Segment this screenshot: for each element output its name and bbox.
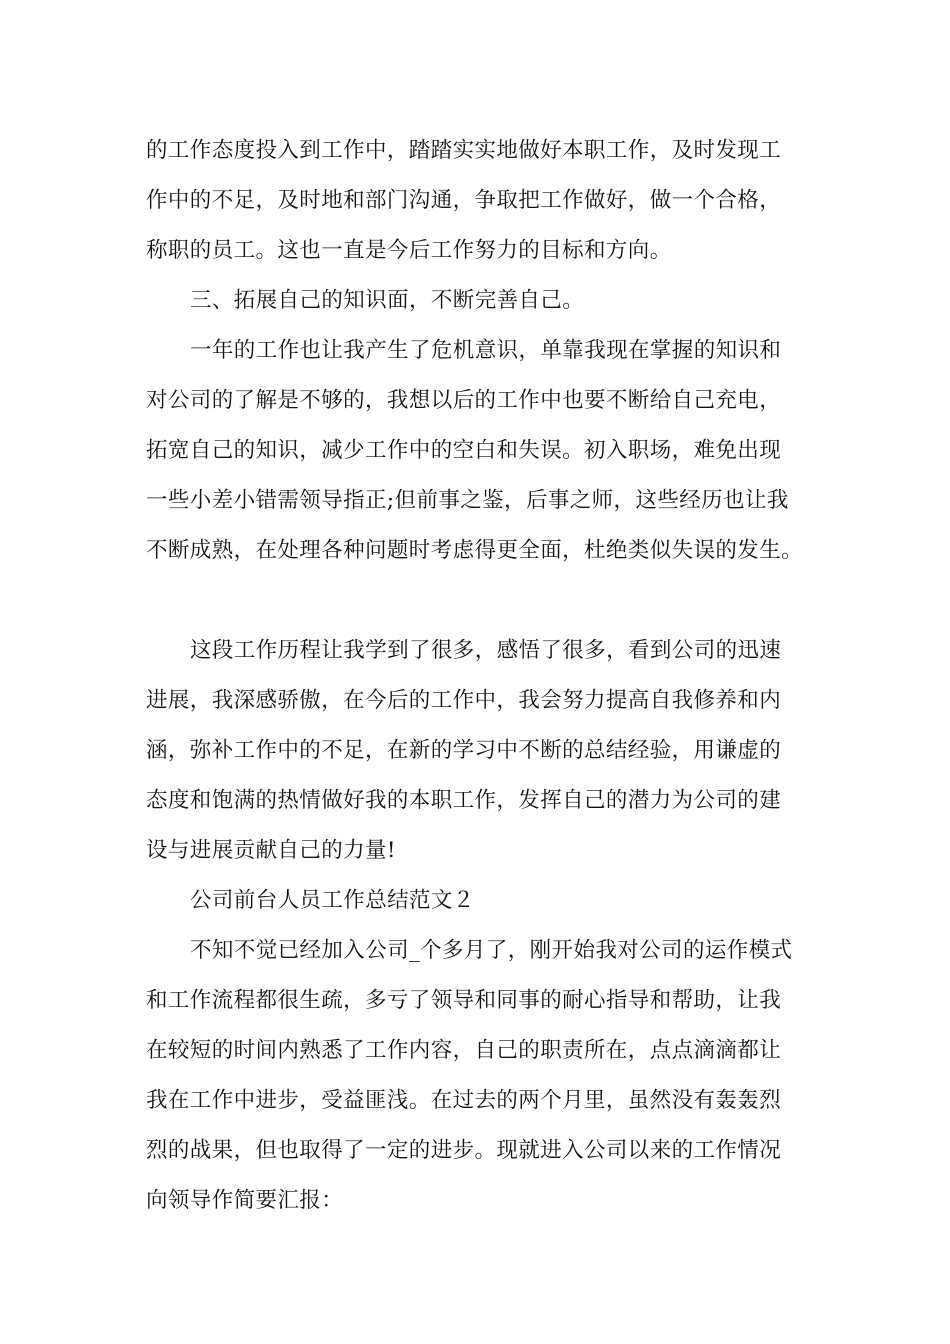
text-line: 和工作流程都很生疏，多亏了领导和同事的耐心指导和帮助，让我 <box>146 988 782 1013</box>
text-line: 的工作态度投入到工作中，踏踏实实地做好本职工作，及时发现工 <box>146 138 782 163</box>
text-line: 一些小差小错需领导指正;但前事之鉴，后事之师，这些经历也让我 <box>146 488 789 513</box>
text-line: 向领导作简要汇报： <box>146 1188 344 1213</box>
text-line: 对公司的了解是不够的，我想以后的工作中也要不断给自己充电， <box>146 388 782 413</box>
text-line: 在较短的时间内熟悉了工作内容，自己的职责所在，点点滴滴都让 <box>146 1038 782 1063</box>
text-line: 进展，我深感骄傲，在今后的工作中，我会努力提高自我修养和内 <box>146 688 782 713</box>
text-line: 称职的员工。这也一直是今后工作努力的目标和方向。 <box>146 238 672 263</box>
text-line: 态度和饱满的热情做好我的本职工作，发挥自己的潜力为公司的建 <box>146 788 782 813</box>
section-title: 公司前台人员工作总结范文２ <box>190 888 475 913</box>
section-heading: 三、拓展自己的知识面，不断完善自己。 <box>190 288 585 313</box>
text-line: 拓宽自己的知识，减少工作中的空白和失误。初入职场，难免出现 <box>146 438 782 463</box>
text-line: 烈的战果，但也取得了一定的进步。现就进入公司以来的工作情况 <box>146 1138 782 1163</box>
text-line: 作中的不足，及时地和部门沟通，争取把工作做好，做一个合格， <box>146 188 782 213</box>
text-line: 设与进展贡献自己的力量! <box>146 838 396 863</box>
text-line: 我在工作中进步，受益匪浅。在过去的两个月里，虽然没有轰轰烈 <box>146 1088 782 1113</box>
text-line: 这段工作历程让我学到了很多，感悟了很多，看到公司的迅速 <box>190 638 782 663</box>
text-line: 不知不觉已经加入公司_个多月了，刚开始我对公司的运作模式 <box>190 938 793 963</box>
text-line: 涵，弥补工作中的不足，在新的学习中不断的总结经验，用谦虚的 <box>146 738 782 763</box>
text-line: 一年的工作也让我产生了危机意识，单靠我现在掌握的知识和 <box>190 338 782 363</box>
text-line: 不断成熟，在处理各种问题时考虑得更全面，杜绝类似失误的发生。 <box>146 538 804 563</box>
